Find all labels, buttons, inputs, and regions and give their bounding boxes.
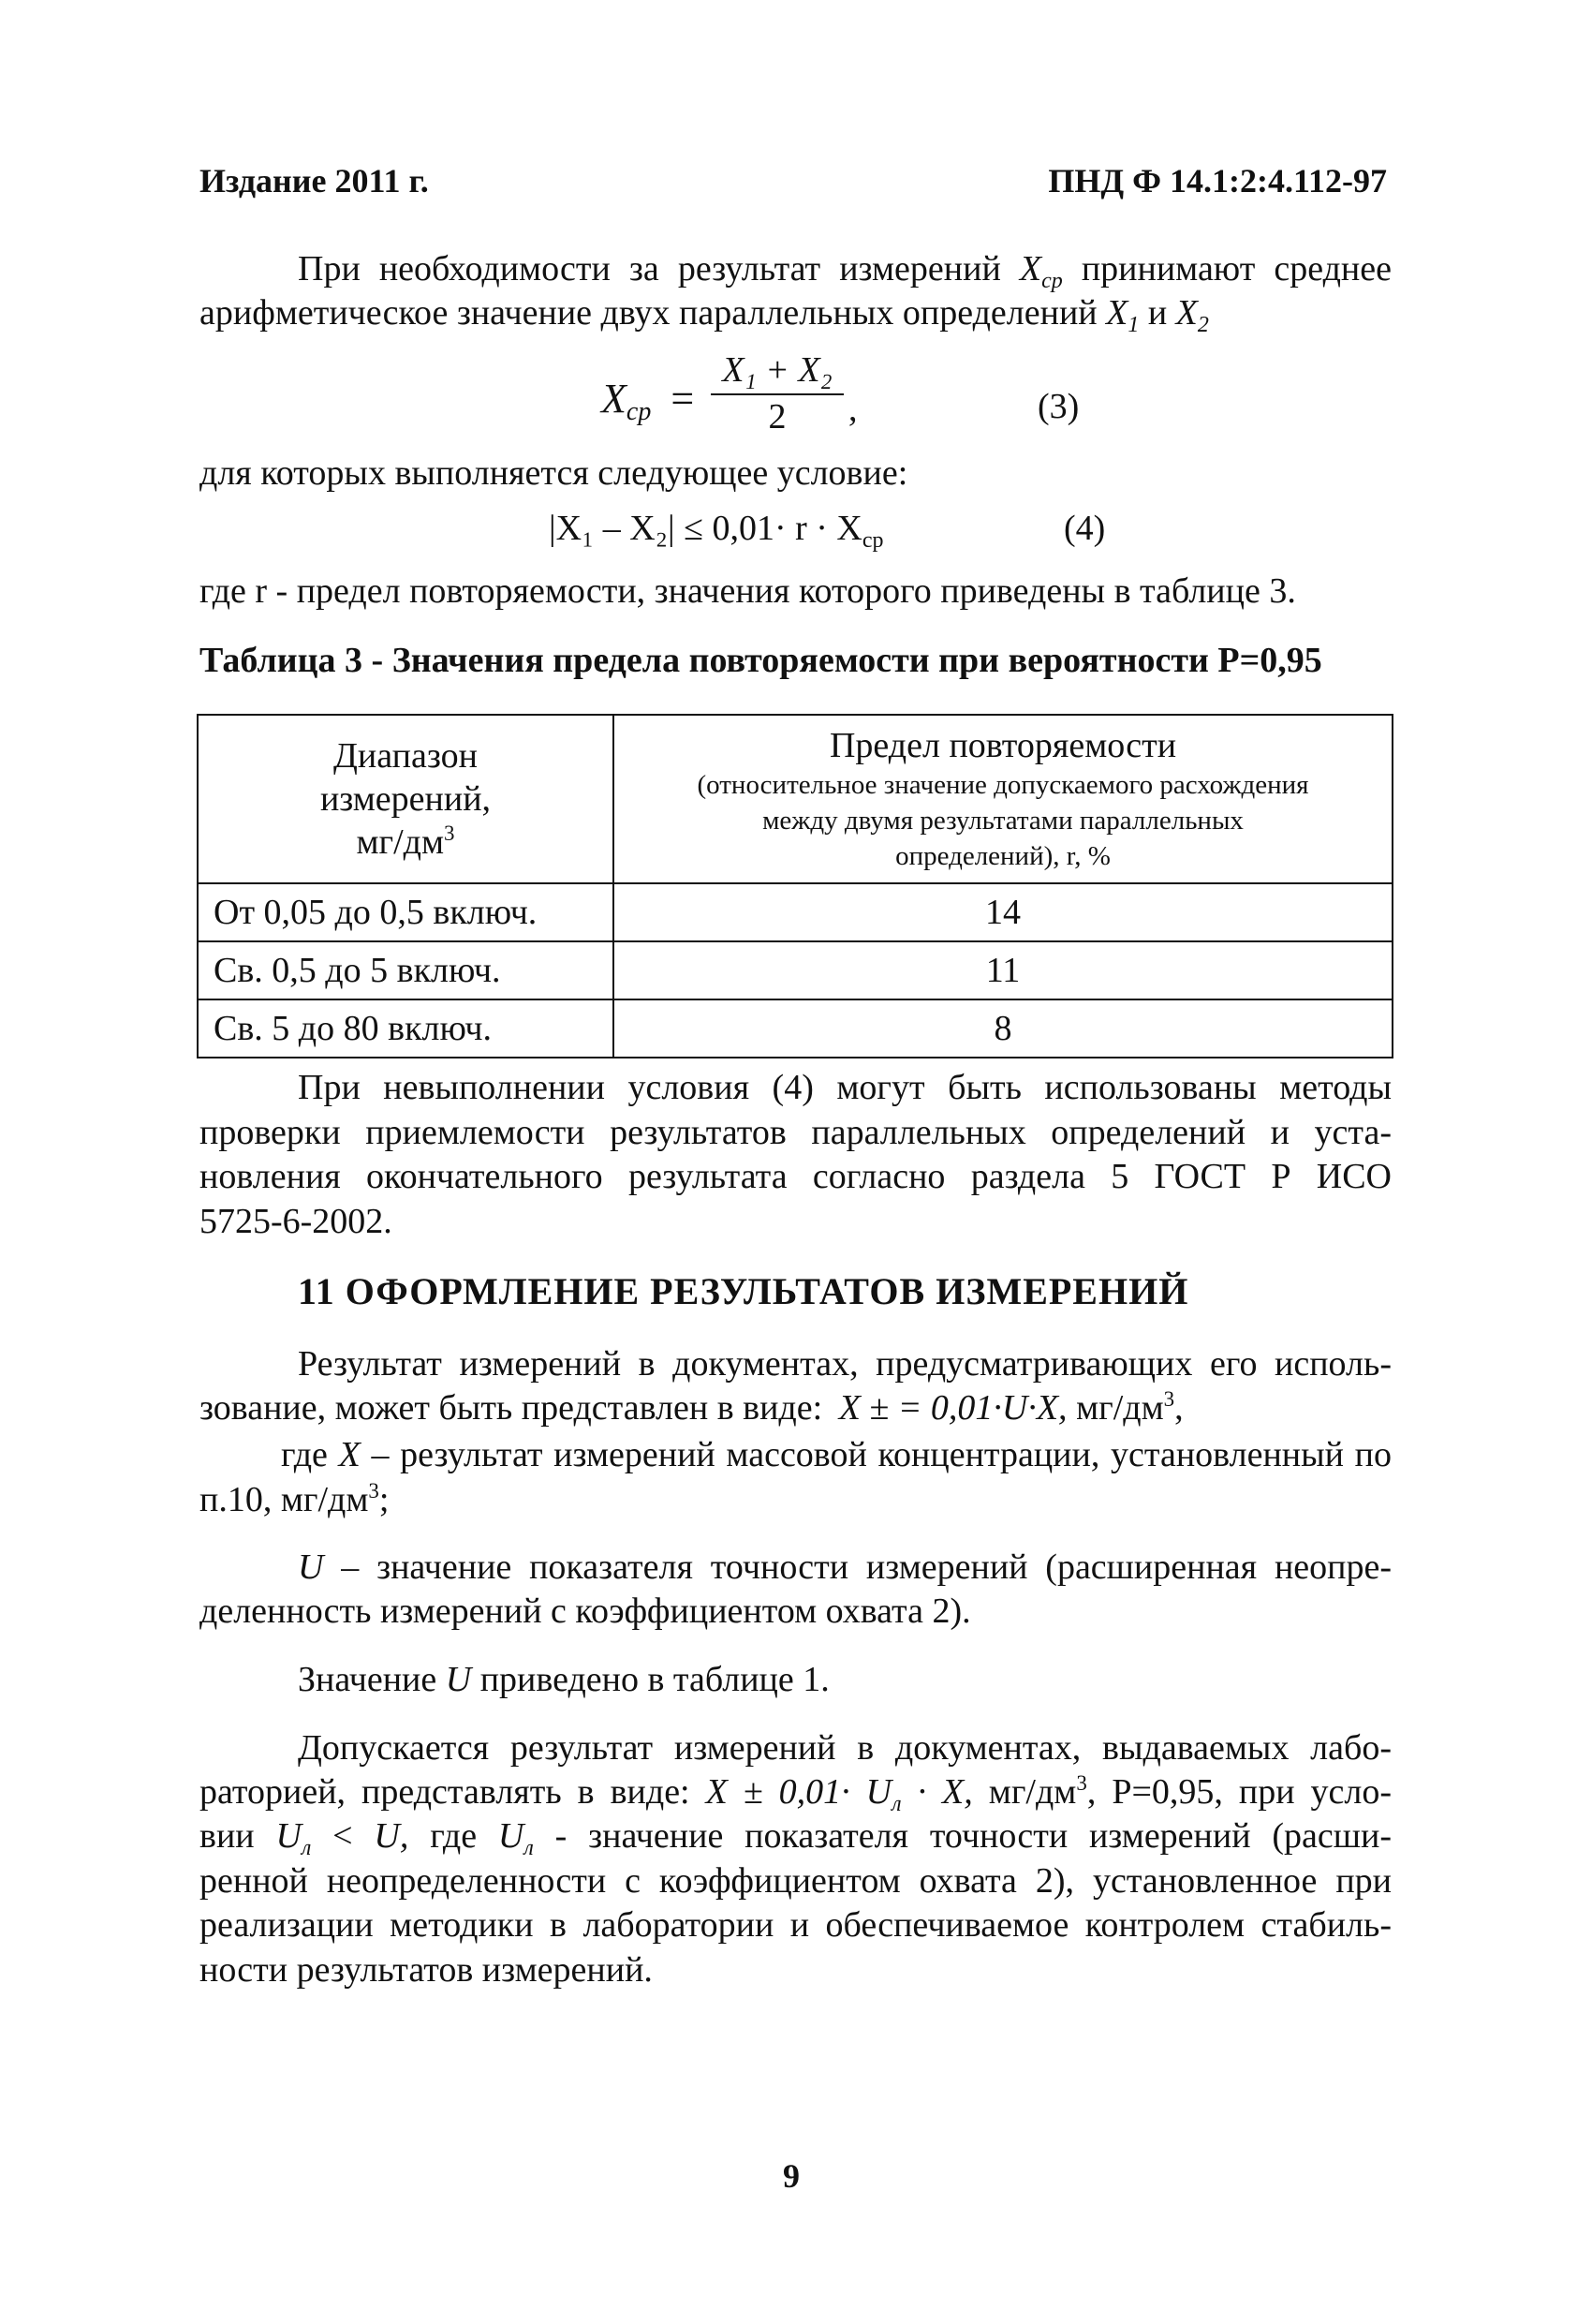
x-avg-symbol: $X_{ср}$ — [1019, 249, 1063, 293]
result-formula: X ± = 0,01·U·X, — [838, 1388, 1068, 1428]
para7-line1: Допускается результат измерений в документах, выдаваемых лабо- — [298, 1728, 1392, 1768]
formula4: $|X_1 - X_2| \le 0,01\cdot r \cdot X_{ср}$ — [549, 509, 884, 553]
formula3-lhs: $X_{ср}$ = — [601, 376, 695, 426]
table3 — [197, 714, 1393, 1058]
para6: Значение U приведено в таблице 1. — [298, 1660, 830, 1699]
para7-line3: вии $U_л < U$, где $U_л$ - значение показателя точности измерений (расши- — [199, 1816, 1393, 1860]
table-row — [198, 941, 1393, 999]
para7-line6: ности результатов измерений. — [199, 1950, 653, 1990]
para2-line2: проверки приемлемости результатов параллельных определений и уста- — [199, 1113, 1392, 1152]
table-header-range: Диапазон измерений, $мг/дм^3$ — [198, 715, 613, 883]
row-value: 14 — [613, 883, 1393, 941]
para1-text-b: принимают среднее — [1081, 249, 1392, 289]
formula3-comma: , — [848, 390, 858, 429]
para5-line1: U – значение показателя точности измерений (расширенная неопре- — [298, 1547, 1393, 1587]
document-code: ПНД Ф 14.1:2:4.112-97 — [1048, 162, 1387, 200]
para1-line2-text: арифметическое значение двух параллельных определений — [199, 293, 1098, 333]
para3-line2: зование, может быть представлен в виде: X ± = 0,01·U·X, $мг/дм^3$, — [199, 1387, 1184, 1428]
table-row — [198, 883, 1393, 941]
para7-line2: раторией, представлять в виде: $X \pm 0,01\cdot U_л \cdot X$, $мг/дм^3$, Р=0,95, при усло- — [199, 1771, 1393, 1816]
row-value: 11 — [613, 941, 1393, 999]
lab-result-formula: $X \pm 0,01\cdot U_л \cdot X$, — [705, 1772, 973, 1816]
x2-symbol: $X_2$ — [1175, 293, 1209, 337]
para7-line5: реализации методики в лаборатории и обеспечиваемое контролем стабиль- — [199, 1905, 1392, 1945]
equation-number-3: (3) — [1038, 387, 1080, 426]
condition-text: для которых выполняется следующее условие: — [199, 453, 908, 493]
row-range: От 0,05 до 0,5 включ. — [198, 883, 613, 941]
para4-line1: где X – результат измерений массовой концентрации, установленный по — [281, 1435, 1393, 1474]
para1-text-a: При необходимости за результат измерений — [298, 249, 1001, 289]
para2-line1: При невыполнении условия (4) могут быть использованы методы — [298, 1068, 1392, 1107]
formula3-numerator: X₁ + X₂ — [722, 350, 833, 390]
formula3-denominator: 2 — [768, 397, 787, 437]
table-header-row — [198, 715, 1393, 883]
row-range: Св. 5 до 80 включ. — [198, 999, 613, 1058]
para2-line4: 5725-6-2002. — [199, 1202, 392, 1241]
where-r-text: где r - предел повторяемости, значения которого приведены в таблице 3. — [199, 571, 1296, 611]
para4-line2: п.10, $мг/дм^3$; — [199, 1479, 390, 1519]
para3-line1: Результат измерений в документах, предусматривающих его исполь- — [298, 1344, 1392, 1384]
table-header-limit: Предел повторяемости (относительное значение допускаемого расхождения между двумя результатами параллельных определений), r, % — [613, 715, 1393, 883]
para5-line2: деленность измерений с коэффициентом охвата 2). — [199, 1591, 971, 1631]
para7-line4: ренной неопределенности с коэффициентом охвата 2), установленное при — [199, 1861, 1392, 1901]
equation-number-4: (4) — [1064, 509, 1106, 548]
para1-line2 — [199, 291, 1209, 335]
para1-line1 — [298, 247, 1392, 291]
row-range: Св. 0,5 до 5 включ. — [198, 941, 613, 999]
row-value: 8 — [613, 999, 1393, 1058]
formula3-fraction — [707, 348, 848, 438]
x1-symbol: $X_1$ — [1106, 293, 1140, 337]
and-word: и — [1147, 293, 1168, 333]
table3-title: Таблица 3 - Значения предела повторяемости при вероятности Р=0,95 — [199, 641, 1322, 680]
page-number: 9 — [783, 2157, 800, 2195]
para2-line3: новления окончательного результата согласно раздела 5 ГОСТ Р ИСО — [199, 1157, 1392, 1196]
table-row — [198, 999, 1393, 1058]
edition-label: Издание 2011 г. — [199, 162, 429, 200]
section-heading: 11 ОФОРМЛЕНИЕ РЕЗУЛЬТАТОВ ИЗМЕРЕНИЙ — [298, 1270, 1189, 1312]
